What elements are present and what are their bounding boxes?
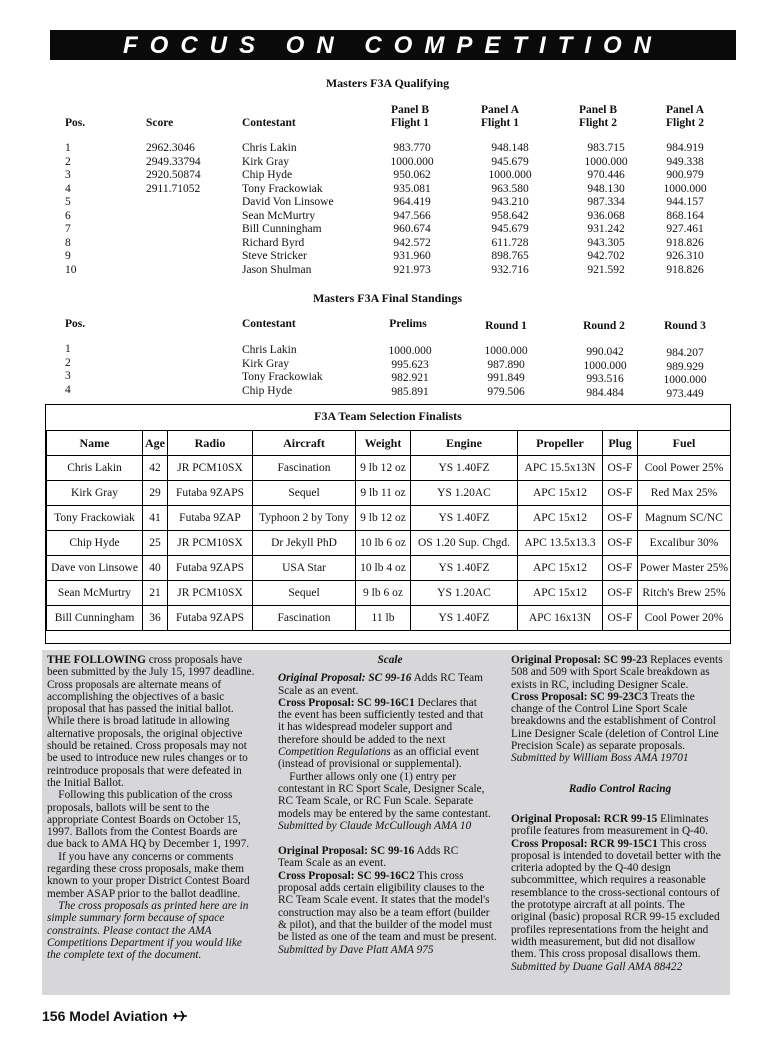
cell-weight: 9 lb 12 oz (356, 506, 411, 531)
qualifying-header-score: Score (146, 117, 174, 129)
cell-propeller: APC 15x12 (518, 556, 603, 581)
cell-radio: Futaba 9ZAP (168, 506, 253, 531)
team-header-engine: Engine (411, 431, 518, 456)
cell-fuel: Ritch's Brew 25% (638, 581, 731, 606)
proposal-sc-99-16c2 (278, 870, 502, 956)
cell-engine: YS 1.20AC (411, 581, 518, 606)
proposal-text: Declares that (414, 696, 477, 709)
team-finalists-title: F3A Team Selection Finalists (314, 409, 462, 423)
proposal-sc-99-23c3 (511, 691, 729, 765)
final-contestant-column: Chris Lakin Kirk Gray Tony Frackowiak Chip Hyde (242, 344, 323, 397)
header-line: Panel B (390, 104, 429, 116)
page-number: 156 (42, 1008, 66, 1024)
proposal-text-rest: proposal is intended to dovetail better with the criteria adopted by the Q-40 design subcommittee, which requires a reasonable resemblance to the cross-sectional contours of the prototype aircraft at all points. The original (basic) proposal RCR 99-15 excluded profiles representations from the height and width measurement, but did not disallow them. This cross proposal disallows them. (511, 849, 721, 961)
cell-name: Kirk Gray (47, 481, 143, 506)
qualifying-header-panel-b-flight-2 (558, 104, 638, 130)
cell-age: 40 (143, 556, 168, 581)
cell-radio: JR PCM10SX (168, 531, 253, 556)
team-header-propeller: Propeller (518, 431, 603, 456)
cell-age: 41 (143, 506, 168, 531)
cell-name: Chris Lakin (47, 456, 143, 481)
proposal-text-rest: change of the Control Line Sport Scale breakdowns and the establishment of Control Line Designer Scale (deletion of Control Line Precision Scale) as separate proposals. (511, 703, 719, 753)
team-finalists-table (46, 430, 731, 631)
cell-fuel: Cool Power 25% (638, 456, 731, 481)
proposal-label: Cross Proposal: SC 99-16C1 (278, 696, 415, 709)
proposal-text-rest: proposal adds certain eligibility clauses to the RC Team Scale event. It states that the model's construction may also be a team effort (builder & pilot), and that the builder of the model must be listed as one of the team and must be present. (278, 882, 497, 944)
cell-aircraft: Sequel (253, 481, 356, 506)
cell-engine: YS 1.20AC (411, 481, 518, 506)
cell-engine: YS 1.40FZ (411, 506, 518, 531)
proposal-text: Adds RC (414, 845, 459, 858)
proposal-label: Original Proposal: SC 99-23 (511, 654, 648, 666)
magazine-name: Model Aviation (69, 1008, 168, 1024)
table-row (47, 606, 731, 631)
qualifying-header-panel-a-flight-1 (460, 104, 540, 130)
cell-propeller: APC 15x12 (518, 581, 603, 606)
intro-body: cross proposals have been submitted by the July 15, 1997 deadline. Cross proposals are alternate means of accomplishing the objectives of a basic proposal that has passed the initial ballot. While there is broad latitude in allowing alternative proposals, the original objective should be retained. Cross proposals may not be used to introduce new rules changes or to reintroduce proposals that were defeated in the Initial Ballot. Following this publication of the cross proposals, ballots will be sent to the appropriate Contest Boards on October 15, 1997. Ballots from the Contest Boards are due back to AMA HQ by December 1, 1997. If you have any concerns or comments regarding these cross proposals, make them known to your proper District Contest Board member ASAP prior to the ballot deadline. (47, 654, 255, 900)
cell-name: Tony Frackowiak (47, 506, 143, 531)
qualifying-pos-column: 1 2 3 4 5 6 7 8 9 10 (65, 142, 77, 276)
scale-column (278, 654, 502, 956)
team-header-weight: Weight (356, 431, 411, 456)
proposal-label: Original Proposal: RCR 99-15 (511, 812, 658, 825)
cell-fuel: Power Master 25% (638, 556, 731, 581)
proposal-text-rest: Team Scale as an event. (278, 857, 387, 870)
cell-age: 21 (143, 581, 168, 606)
proposal-text: This cross (414, 869, 464, 882)
cell-fuel: Red Max 25% (638, 481, 731, 506)
cell-radio: JR PCM10SX (168, 456, 253, 481)
proposal-label: Original Proposal: SC 99-16 (278, 845, 415, 858)
final-header-round-2: Round 2 (583, 320, 625, 332)
cell-fuel: Excalibur 30% (638, 531, 731, 556)
table-row (47, 506, 731, 531)
cell-name: Sean McMurtry (47, 581, 143, 606)
table-row (47, 456, 731, 481)
proposal-rcr-99-15c1 (511, 838, 729, 973)
cell-plug: OS-F (603, 506, 638, 531)
qualifying-panel-a-flight-2-column: 984.919 949.338 900.979 1000.000 944.157 868.164 927.461 918.826 926.310 918.826 (663, 142, 707, 276)
cell-propeller: APC 16x13N (518, 606, 603, 631)
cell-age: 25 (143, 531, 168, 556)
proposal-text-rest: 508 and 509 with Sport Scale breakdown as exists in RC, including Designer Scale. (511, 666, 710, 691)
cell-propeller: APC 15x12 (518, 481, 603, 506)
cell-name: Chip Hyde (47, 531, 143, 556)
cell-plug: OS-F (603, 556, 638, 581)
proposal-text: Replaces events (647, 654, 723, 666)
racing-column (511, 654, 729, 973)
cell-fuel: Cool Power 20% (638, 606, 731, 631)
intro-text (47, 654, 267, 900)
team-header-plug: Plug (603, 431, 638, 456)
cell-aircraft: USA Star (253, 556, 356, 581)
header-line: Flight 1 (390, 117, 429, 129)
cell-engine: YS 1.40FZ (411, 456, 518, 481)
proposal-text-rest: the event has been sufficiently tested and that it has widespread modeler support and therefore should be added to the next (278, 709, 484, 746)
cell-radio: Futaba 9ZAPS (168, 481, 253, 506)
table-row (47, 481, 731, 506)
page-footer (42, 1008, 188, 1025)
cell-plug: OS-F (603, 481, 638, 506)
final-header-pos: Pos. (65, 318, 86, 330)
qualifying-header-panel-a-flight-2 (645, 104, 725, 130)
header-line: Flight 1 (480, 117, 519, 129)
header-line: Flight 2 (578, 117, 617, 129)
header-line: Panel B (578, 104, 617, 116)
proposal-sc-99-16c1 (278, 697, 502, 832)
final-round-1-column: 1000.000 987.890 991.849 979.506 (484, 345, 528, 398)
proposal-text-rest: profile features from measurement in Q-40. (511, 825, 708, 838)
proposal-label: Cross Proposal: RCR 99-15C1 (511, 837, 658, 850)
cell-aircraft: Typhoon 2 by Tony (253, 506, 356, 531)
cell-aircraft: Sequel (253, 581, 356, 606)
cell-radio: Futaba 9ZAPS (168, 556, 253, 581)
qualifying-panel-a-flight-1-column: 948.148 945.679 1000.000 963.580 943.210 958.642 945.679 611.728 898.765 932.716 (488, 142, 532, 276)
cell-propeller: APC 15.5x13N (518, 456, 603, 481)
table-row (47, 531, 731, 556)
team-header-radio: Radio (168, 431, 253, 456)
proposal-italic-text: Competition Regulations (278, 746, 391, 759)
proposal-sc-99-16 (278, 672, 502, 697)
cell-weight: 9 lb 12 oz (356, 456, 411, 481)
racing-heading: Radio Control Racing (568, 782, 672, 795)
proposal-rcr-99-15 (511, 813, 729, 838)
qualifying-panel-b-flight-1-column: 983.770 1000.000 950.062 935.081 964.419 947.566 960.674 942.572 931.960 921.973 (390, 142, 434, 276)
proposal-text: This cross (657, 837, 707, 850)
airplane-icon (172, 1009, 188, 1025)
intro-lead: THE FOLLOWING (47, 654, 146, 666)
cell-name: Dave von Linsowe (47, 556, 143, 581)
qualifying-score-column: 2962.3046 2949.33794 2920.50874 2911.71052 (146, 142, 201, 195)
intro-note: The cross proposals as printed here are in simple summary form because of space constraints. Please contact the AMA Competitions Department if you would like the complete text of the document. (47, 899, 249, 962)
team-header-name: Name (47, 431, 143, 456)
cell-plug: OS-F (603, 581, 638, 606)
team-finalists-box (45, 404, 731, 644)
table-row (47, 556, 731, 581)
cross-proposals-intro (47, 654, 267, 961)
cell-engine: OS 1.20 Sup. Chgd. (411, 531, 518, 556)
cell-propeller: APC 13.5x13.3 (518, 531, 603, 556)
header-line: Panel A (665, 104, 704, 116)
proposal-text-rest-2: as an official event (instead of provisional or supplemental). Further allows only one (1) entry per contestant in RC Sport Scale, Designer Scale, RC Team Scale, or RC Fun Scale. Separate models may be entered by the same contestant. (278, 746, 491, 820)
final-header-round-1: Round 1 (485, 320, 527, 332)
submitted-by: Submitted by Duane Gall AMA 88422 (511, 960, 683, 973)
proposal-label: Original Proposal: SC 99-16 (278, 672, 412, 685)
cell-propeller: APC 15x12 (518, 506, 603, 531)
final-pos-column: 1 2 3 4 (65, 343, 71, 396)
team-header-age: Age (143, 431, 168, 456)
qualifying-title: Masters F3A Qualifying (325, 76, 450, 90)
submitted-by: Submitted by Dave Platt AMA 975 (278, 943, 434, 956)
cell-weight: 9 lb 6 oz (356, 581, 411, 606)
final-round-3-column: 984.207 989.929 1000.000 973.449 (663, 347, 707, 400)
final-round-2-column: 990.042 1000.000 993.516 984.484 (583, 346, 627, 399)
final-standings-title: Masters F3A Final Standings (312, 291, 462, 305)
cell-engine: YS 1.40FZ (411, 606, 518, 631)
cell-weight: 11 lb (356, 606, 411, 631)
final-header-round-3: Round 3 (664, 320, 706, 332)
cell-weight: 10 lb 6 oz (356, 531, 411, 556)
qualifying-header-panel-b-flight-1 (370, 104, 450, 130)
cell-fuel: Magnum SC/NC (638, 506, 731, 531)
qualifying-header-contestant: Contestant (242, 117, 296, 129)
cell-plug: OS-F (603, 531, 638, 556)
cell-plug: OS-F (603, 606, 638, 631)
final-header-prelims: Prelims (389, 318, 427, 330)
proposal-sc-99-23 (511, 654, 729, 691)
cell-weight: 9 lb 11 oz (356, 481, 411, 506)
proposal-label: Cross Proposal: SC 99-23C3 (511, 690, 648, 703)
proposal-label: Cross Proposal: SC 99-16C2 (278, 869, 415, 882)
qualifying-header-pos: Pos. (65, 117, 86, 129)
submitted-by: Submitted by William Boss AMA 19701 (511, 752, 689, 765)
final-header-contestant: Contestant (242, 318, 296, 330)
scale-heading: Scale (377, 654, 403, 666)
header-line: Panel A (480, 104, 519, 116)
cell-radio: JR PCM10SX (168, 581, 253, 606)
submitted-by: Submitted by Claude McCullough AMA 10 (278, 819, 472, 832)
cell-age: 29 (143, 481, 168, 506)
cell-radio: Futaba 9ZAPS (168, 606, 253, 631)
cell-plug: OS-F (603, 456, 638, 481)
team-header-row (47, 431, 731, 456)
cell-aircraft: Fascination (253, 606, 356, 631)
cell-weight: 10 lb 4 oz (356, 556, 411, 581)
cell-age: 42 (143, 456, 168, 481)
qualifying-contestant-column: Chris Lakin Kirk Gray Chip Hyde Tony Frackowiak David Von Linsowe Sean McMurtry Bill Cunningham Richard Byrd Steve Stricker Jason Shulman (242, 142, 334, 276)
cell-name: Bill Cunningham (47, 606, 143, 631)
cell-aircraft: Fascination (253, 456, 356, 481)
proposal-sc-99-16-b (278, 845, 502, 870)
header-line: Flight 2 (665, 117, 704, 129)
team-header-aircraft: Aircraft (253, 431, 356, 456)
proposal-text: Eliminates (657, 812, 709, 825)
section-banner: FOCUS ON COMPETITION (50, 30, 736, 60)
team-header-fuel: Fuel (638, 431, 731, 456)
cell-age: 36 (143, 606, 168, 631)
cell-engine: YS 1.40FZ (411, 556, 518, 581)
cell-aircraft: Dr Jekyll PhD (253, 531, 356, 556)
proposal-text-rest: Scale as an event. (278, 684, 359, 697)
proposal-text: Treats the (647, 690, 695, 703)
final-prelims-column: 1000.000 995.623 982.921 985.891 (388, 345, 432, 398)
table-row (47, 581, 731, 606)
qualifying-panel-b-flight-2-column: 983.715 1000.000 970.446 948.130 987.334 936.068 931.242 943.305 942.702 921.592 (584, 142, 628, 276)
proposal-text: Adds RC Team (411, 672, 483, 685)
